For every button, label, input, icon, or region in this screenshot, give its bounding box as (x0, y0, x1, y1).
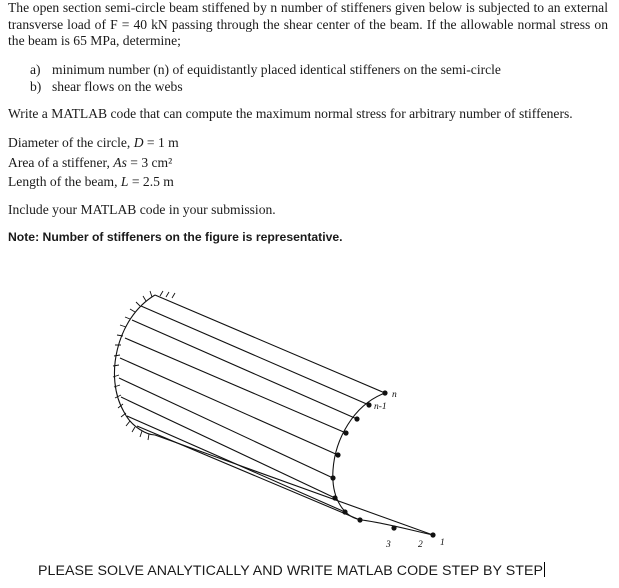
request-banner (38, 562, 545, 579)
stiffener-dot (366, 402, 371, 407)
problem-intro: The open section semi-circle beam stiffened by n number of stiffeners given below is subjected to an external transverse load of F = 40 kN passing through the shear center of the beam. If the allowable normal stress on the beam is 65 MPa, determine; (8, 0, 608, 48)
stiffener-dot (330, 475, 335, 480)
label-n-minus-1: n-1 (374, 402, 387, 412)
stiffener-line (132, 320, 357, 419)
given-length: Length of the beam, L = 2.5 m (8, 174, 174, 189)
stiffener-line (141, 306, 369, 405)
stiffener-dot (335, 452, 340, 457)
stiffener-line (125, 338, 346, 433)
label-n: n (392, 390, 397, 400)
stiffener-dot (382, 390, 387, 395)
stiffener-dot (342, 509, 347, 514)
note-text: Note: Number of stiffeners on the figure is representative. (8, 230, 343, 244)
stiffener-line (155, 295, 385, 393)
rear-arc (333, 393, 433, 535)
label-2: 2 (418, 540, 423, 550)
label-1: 1 (440, 538, 445, 548)
stiffener-dot (354, 416, 359, 421)
task-label: b) (30, 79, 42, 94)
stiffener-line (120, 358, 338, 455)
stiffener-dot (332, 495, 337, 500)
stiffener-dot (391, 525, 396, 530)
include-instruction: Include your MATLAB code in your submission. (8, 202, 276, 217)
matlab-task: Write a MATLAB code that can compute the maximum normal stress for arbitrary number of stiffeners. (8, 106, 573, 121)
given-diameter: Diameter of the circle, D = 1 m (8, 135, 179, 150)
task-text: shear flows on the webs (52, 79, 183, 94)
stiffener-dot (357, 517, 362, 522)
given-stiffener-area: Area of a stiffener, As = 3 cm² (8, 154, 173, 170)
request-text: PLEASE SOLVE ANALYTICALLY AND WRITE MATLAB CODE STEP BY STEP (38, 563, 543, 579)
label-3: 3 (386, 540, 391, 550)
text-cursor (544, 562, 545, 577)
stiffener-dot (430, 532, 435, 537)
stiffener-dot (343, 430, 348, 435)
task-text: minimum number (n) of equidistantly placed identical stiffeners on the semi-circle (52, 62, 501, 77)
task-label: a) (30, 62, 41, 77)
stiffener-line (121, 397, 335, 498)
stiffener-line (155, 435, 433, 535)
